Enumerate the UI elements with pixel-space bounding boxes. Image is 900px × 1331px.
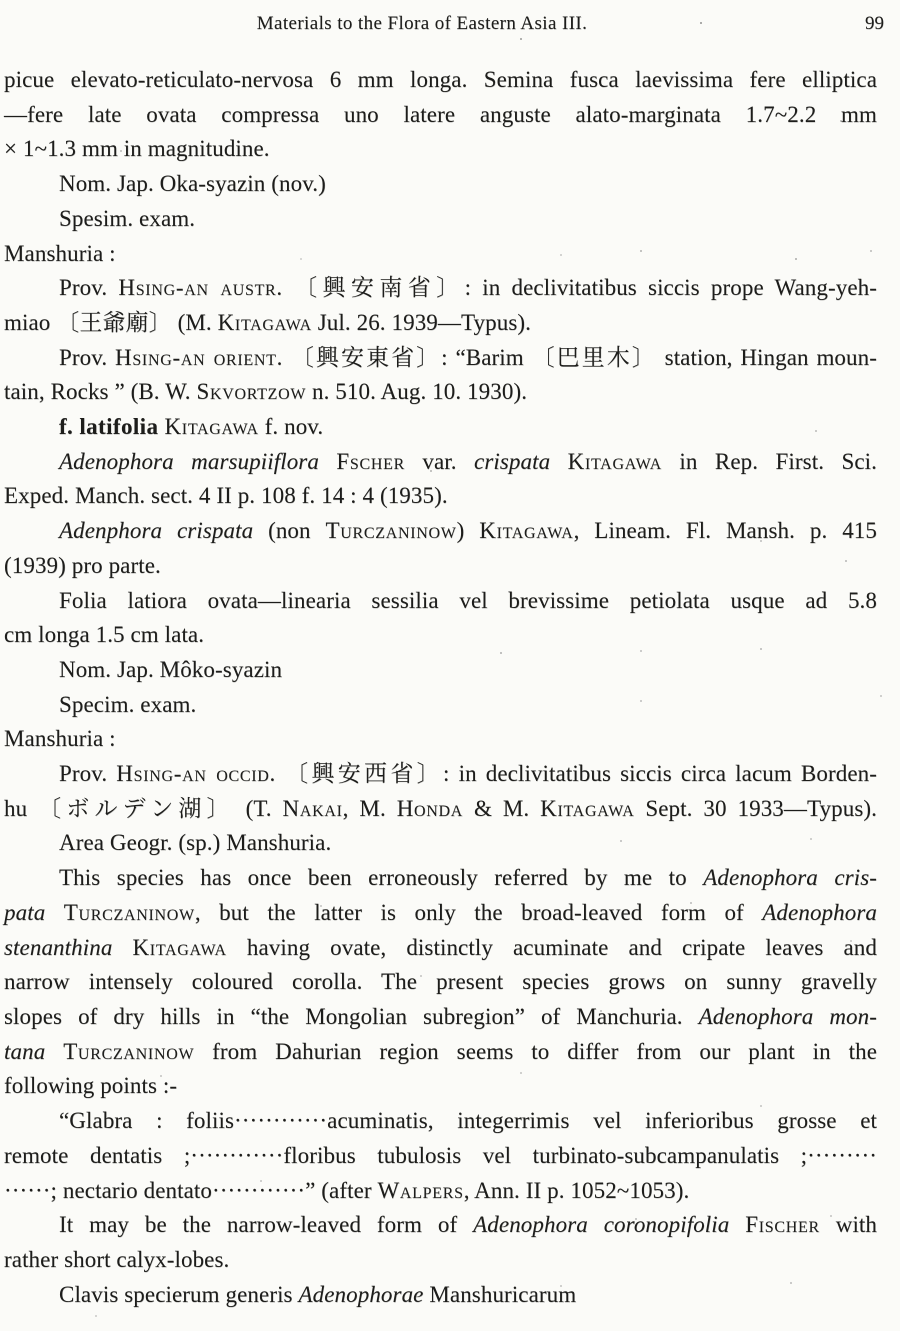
text-line bbox=[4, 549, 877, 584]
text-line bbox=[4, 1208, 877, 1243]
text-segment: Turczaninow bbox=[63, 899, 195, 925]
running-title: Materials to the Flora of Eastern Asia III. bbox=[256, 13, 588, 34]
text-segment: f. latifolia bbox=[59, 414, 165, 440]
text-line bbox=[4, 757, 877, 792]
text-segment: 〔興安西省〕: in declivitatibus siccis circa lacum Borden- bbox=[276, 761, 877, 787]
text-line bbox=[4, 1174, 877, 1209]
text-segment: Adenophora marsupiiflora bbox=[59, 448, 337, 474]
text-segment: Exped. Manch. sect. 4 II p. 108 f. 14 : 4 (1935). bbox=[4, 483, 448, 509]
text-segment: “Glabra : foliis············acuminatis, integerrimis vel inferioribus grosse et bbox=[59, 1108, 877, 1134]
text-segment: Nom. Jap. Oka-syazin (nov.) bbox=[59, 171, 326, 197]
text-segment: Spesim. exam. bbox=[59, 205, 196, 231]
text-segment: crispata bbox=[474, 448, 568, 474]
text-line bbox=[4, 306, 877, 341]
text-segment: in Rep. First. Sci. bbox=[661, 448, 877, 474]
text-segment: Turczaninow bbox=[325, 518, 457, 544]
text-segment: , Lineam. Fl. Mansh. p. 415 bbox=[573, 518, 877, 544]
text-segment: Nom. Jap. Môko-syazin bbox=[59, 656, 283, 682]
text-line bbox=[4, 375, 877, 410]
text-segment: 〔興安東省〕: “Barim 〔巴里木〕 station, Hingan moun- bbox=[283, 344, 877, 370]
text-segment: , M. bbox=[342, 795, 397, 821]
text-segment: This species has once been erroneously referred by me to bbox=[59, 865, 704, 891]
text-segment: from Dahurian region seems to differ from our plant in the bbox=[194, 1038, 878, 1064]
text-segment: Fischer bbox=[745, 1212, 820, 1238]
text-segment: —fere late ovata compressa uno latere anguste alato-marginata 1.7~2.2 mm bbox=[4, 101, 877, 127]
text-segment: Kitagawa bbox=[567, 448, 662, 474]
text-segment: Prov. bbox=[59, 761, 117, 787]
text-segment: miao 〔王爺廟〕 (M. bbox=[4, 309, 218, 335]
text-line bbox=[4, 896, 877, 931]
text-segment: var. bbox=[404, 448, 475, 474]
text-line bbox=[4, 63, 877, 98]
text-segment: Adenophora bbox=[762, 899, 877, 925]
text-segment: Kitagawa bbox=[164, 414, 259, 440]
text-segment: pata bbox=[4, 899, 64, 925]
text-segment: Hsing-an austr. bbox=[118, 275, 283, 301]
text-line bbox=[4, 514, 877, 549]
text-line bbox=[4, 653, 877, 688]
text-segment: Adenophorae bbox=[298, 1281, 430, 1307]
text-segment: Manshuria : bbox=[4, 240, 116, 266]
text-segment: Walpers bbox=[377, 1177, 464, 1203]
text-segment: Adenophora cris- bbox=[703, 865, 878, 891]
text-segment: Specim. exam. bbox=[59, 691, 197, 717]
text-line bbox=[4, 826, 877, 861]
text-segment: rather short calyx-lobes. bbox=[4, 1246, 230, 1272]
text-line bbox=[4, 861, 877, 896]
text-segment: stenanthina bbox=[4, 934, 133, 960]
text-line bbox=[4, 1069, 877, 1104]
text-segment: Kitagawa bbox=[217, 309, 312, 335]
text-segment: & M. bbox=[463, 795, 541, 821]
text-line bbox=[4, 965, 877, 1000]
text-segment: Adenphora crispata bbox=[59, 518, 254, 544]
text-segment: ) bbox=[456, 518, 480, 544]
text-segment: picue elevato-reticulato-nervosa 6 mm longa. Semina fusca laevissima fere elliptica bbox=[4, 67, 877, 92]
text-line bbox=[4, 98, 877, 133]
text-segment: cm longa 1.5 cm lata. bbox=[4, 622, 205, 648]
text-segment: following points :- bbox=[4, 1073, 178, 1099]
page-number: 99 bbox=[865, 13, 884, 34]
text-line bbox=[4, 167, 877, 202]
text-segment: n. 510. Aug. 10. 1930). bbox=[306, 379, 528, 405]
text-segment: Honda bbox=[396, 795, 464, 821]
text-segment: narrow intensely coloured corolla. The present species grows on sunny gravelly bbox=[4, 969, 877, 995]
text-line bbox=[4, 445, 877, 480]
text-line bbox=[4, 688, 877, 723]
scan-noise-speckles bbox=[0, 0, 2, 2]
text-line bbox=[4, 618, 877, 653]
text-segment: Adenophora mon- bbox=[698, 1003, 877, 1029]
text-line bbox=[4, 202, 877, 237]
text-segment: Fscher bbox=[336, 448, 405, 474]
text-segment: tana bbox=[4, 1038, 64, 1064]
text-line bbox=[4, 1000, 877, 1035]
text-segment: Area Geogr. (sp.) Manshuria. bbox=[59, 830, 332, 856]
text-line bbox=[4, 271, 877, 306]
text-segment: ······; nectario dentato············” (after bbox=[4, 1177, 378, 1203]
text-segment: × 1~1.3 mm in magnitudine. bbox=[4, 136, 270, 162]
text-segment: Turczaninow bbox=[63, 1038, 195, 1064]
text-segment: , Ann. II p. 1052~1053). bbox=[463, 1177, 690, 1203]
text-line bbox=[4, 1278, 877, 1313]
text-segment: Kitagawa bbox=[479, 518, 574, 544]
text-segment: (1939) pro parte. bbox=[4, 552, 161, 578]
text-segment: Jul. 26. 1939—Typus). bbox=[311, 309, 532, 335]
text-segment: remote dentatis ;············floribus tubulosis vel turbinato-subcampanulatis ;········· bbox=[4, 1142, 877, 1168]
text-line bbox=[4, 237, 877, 272]
text-line bbox=[4, 792, 877, 827]
text-segment: Manshuria : bbox=[4, 726, 116, 752]
text-segment: Sept. 30 1933—Typus). bbox=[634, 795, 877, 821]
text-segment: having ovate, distinctly acuminate and cripate leaves and bbox=[226, 934, 877, 960]
text-segment: Adenophora coronopifolia bbox=[473, 1212, 746, 1238]
text-segment: hu 〔ボルデン湖〕 (T. bbox=[4, 795, 283, 821]
text-segment: Clavis specierum generis bbox=[59, 1281, 299, 1307]
text-segment: (non bbox=[253, 518, 326, 544]
text-line bbox=[4, 1139, 877, 1174]
text-segment: with bbox=[819, 1212, 878, 1238]
text-segment: Kitagawa bbox=[132, 934, 227, 960]
text-line bbox=[4, 1243, 877, 1278]
text-segment: f. nov. bbox=[258, 414, 324, 440]
text-segment: slopes of dry hills in “the Mongolian subregion” of Manchuria. bbox=[4, 1003, 699, 1029]
text-line bbox=[4, 722, 877, 757]
text-segment: Hsing-an occid. bbox=[116, 761, 276, 787]
text-segment: Kitagawa bbox=[540, 795, 635, 821]
text-line bbox=[4, 132, 877, 167]
text-segment: Prov. bbox=[59, 275, 119, 301]
text-segment: It may be the narrow-leaved form of bbox=[59, 1212, 474, 1238]
text-line bbox=[4, 584, 877, 619]
text-segment: Prov. bbox=[59, 344, 116, 370]
text-line bbox=[4, 410, 877, 445]
page-header bbox=[0, 10, 900, 40]
text-segment: Folia latiora ovata—linearia sessilia vel brevissime petiolata usque ad 5.8 bbox=[59, 587, 877, 613]
text-segment: , but the latter is only the broad-leaved form of bbox=[194, 899, 763, 925]
text-segment: Manshuricarum bbox=[429, 1281, 577, 1307]
text-segment: Nakai bbox=[282, 795, 343, 821]
text-line bbox=[4, 1104, 877, 1139]
text-line bbox=[4, 341, 877, 376]
text-line bbox=[4, 931, 877, 966]
text-line bbox=[4, 479, 877, 514]
page-body-text bbox=[0, 63, 900, 1312]
text-segment: tain, Rocks ” (B. W. bbox=[4, 379, 197, 405]
text-segment: 〔興安南省〕: in declivitatibus siccis prope Wang-yeh- bbox=[282, 275, 878, 301]
text-segment: Skvortzow bbox=[196, 379, 307, 405]
text-line bbox=[4, 1035, 877, 1070]
text-segment: Hsing-an orient. bbox=[115, 344, 284, 370]
